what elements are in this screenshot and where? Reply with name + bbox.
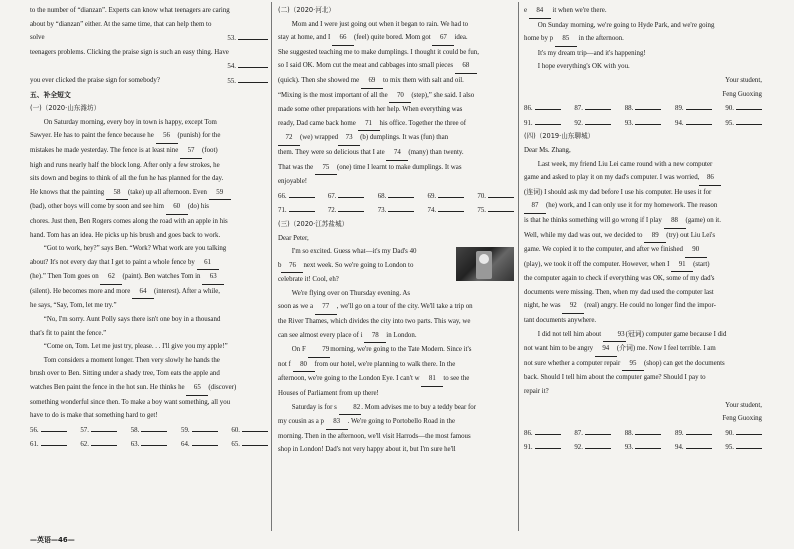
paragraph-line: I did not tell him about 93(冠词) computer game because I did xyxy=(524,328,762,343)
passage-header: (一)（2020·山东潍坊） xyxy=(30,104,101,113)
blank-90[interactable]: 90 xyxy=(685,243,707,258)
blank-83[interactable]: 83 xyxy=(326,415,348,430)
answer-blank[interactable] xyxy=(736,426,762,435)
answer-row: 91. 92. 93. 94. 95. xyxy=(524,440,762,455)
answer-blank[interactable] xyxy=(91,423,117,432)
answer-blank[interactable] xyxy=(238,31,268,40)
paragraph-line: Saturday is for s 82. Mom advises me to buy a teddy bear for xyxy=(278,401,514,416)
answer-blank[interactable] xyxy=(535,440,561,449)
blank-77[interactable]: 77 xyxy=(315,300,337,315)
paragraph-line: back. Should I tell him about the computer game? Should I pay to xyxy=(524,374,706,382)
answer-blank[interactable] xyxy=(585,440,611,449)
paragraph-line: have to do is make that something hard to get! xyxy=(30,412,158,420)
paragraph-line: repair it? xyxy=(524,388,549,396)
paragraph-line: “Come on, Tom. Let me just try, please. . . I'll give you my apple!” xyxy=(43,343,228,351)
answer-blank[interactable] xyxy=(635,116,661,125)
paragraph-line: that's fit to paint the fence.” xyxy=(30,329,107,337)
blank-58[interactable]: 58 xyxy=(106,186,128,201)
blank-88[interactable]: 88 xyxy=(664,214,686,229)
answer-blank[interactable] xyxy=(736,440,762,449)
text-line: teenagers problems. Clicking the praise sign is such an easy thing. Have xyxy=(30,48,229,56)
blank-60[interactable]: 60 xyxy=(166,200,188,215)
answer-blank[interactable] xyxy=(41,423,67,432)
paragraph-line: celebrate it! Cool, eh? xyxy=(278,276,339,284)
paragraph-line: not f 80 from our hotel, we're planning to walk there. In the xyxy=(278,358,514,373)
answer-blank[interactable] xyxy=(535,101,561,110)
blank-79[interactable]: 79 xyxy=(308,343,331,358)
blank-63[interactable]: 63 xyxy=(202,270,224,285)
answer-blank[interactable] xyxy=(635,101,661,110)
blank-59[interactable]: 59 xyxy=(209,186,231,201)
blank-72[interactable]: 72 xyxy=(278,131,300,146)
paragraph-line: Well, while my dad was out, we decided to 89 (try) out Liu Lei's xyxy=(524,229,762,244)
answer-row: 91. 92. 93. 94. 95. xyxy=(524,116,762,131)
blank-95[interactable]: 95 xyxy=(622,357,644,372)
question-53: solve 53. xyxy=(30,31,268,46)
blank-64[interactable]: 64 xyxy=(132,285,154,300)
paragraph-line: sits down and begins to think of all the fun he has planned for the day. xyxy=(30,175,224,183)
blank-80[interactable]: 80 xyxy=(293,358,315,373)
passage-header: (四)（2019·山东聊城） xyxy=(524,132,595,141)
column-middle xyxy=(278,4,514,535)
paragraph-line: b 76 next week. So we're going to London to xyxy=(278,259,514,274)
paragraph-line: That was the 75 (one) time I learnt to make dumplings. It was xyxy=(278,161,514,176)
answer-blank[interactable] xyxy=(736,116,762,125)
paragraph-line: Tom considers a moment longer. Then very slowly he hands the xyxy=(43,356,220,364)
answer-blank[interactable] xyxy=(585,101,611,110)
blank-73[interactable]: 73 xyxy=(338,131,360,146)
letter-greeting: Dear Peter, xyxy=(278,234,309,242)
blank-70[interactable]: 70 xyxy=(389,89,411,104)
blank-57[interactable]: 57 xyxy=(180,144,202,159)
paragraph-line: Sawyer. He has to paint the fence because he 56 (punish) for the xyxy=(30,129,268,144)
answer-blank[interactable] xyxy=(192,423,218,432)
answer-blank[interactable] xyxy=(686,116,712,125)
blank-81[interactable]: 81 xyxy=(421,372,443,387)
paragraph-line: e 84 it when we're there. xyxy=(524,4,762,19)
answer-blank[interactable] xyxy=(289,189,315,198)
paragraph-line: “No, I'm sorry. Aunt Polly says there isn't one boy in a thousand xyxy=(43,316,221,324)
question-54: 54. xyxy=(30,59,268,74)
paragraph-line: hand. Tom has an idea. He picks up his brush and goes back to work. xyxy=(30,231,221,239)
blank-84[interactable]: 84 xyxy=(529,4,551,19)
blank-68[interactable]: 68 xyxy=(455,59,477,74)
paragraph-line: (silent). He becomes more and more 64 (interest). After a while, xyxy=(30,285,268,300)
paragraph-line: We're flying over on Thursday evening. As xyxy=(291,289,411,297)
blank-62[interactable]: 62 xyxy=(100,270,122,285)
paragraph-line: (连词) I should ask my dad before I use his computer. He uses it for xyxy=(524,188,712,196)
answer-blank[interactable] xyxy=(238,59,268,68)
blank-76[interactable]: 76 xyxy=(281,259,303,274)
answer-blank[interactable] xyxy=(686,426,712,435)
column-right xyxy=(524,4,762,535)
paragraph-line: (bad), other boys will come by soon and see him 60 (do) his xyxy=(30,200,268,215)
blank-86[interactable]: 86 xyxy=(699,171,721,186)
answer-blank[interactable] xyxy=(238,74,268,83)
answer-blank[interactable] xyxy=(91,437,117,446)
answer-blank[interactable] xyxy=(438,189,464,198)
paragraph-line: mistakes he made yesterday. The fence is at least nine 57 (foot) xyxy=(30,144,268,159)
answer-blank[interactable] xyxy=(585,426,611,435)
paragraph-line: (quick). Then she showed me 69 to mix them with salt and oil. xyxy=(278,74,514,89)
paragraph-line: high and runs nearly half the block long. After only a few strokes, he xyxy=(30,161,220,169)
paragraph-line: not sure whether a computer repair 95 (shop) can get the documents xyxy=(524,357,762,372)
answer-blank[interactable] xyxy=(535,426,561,435)
paragraph-line: 72 (we) wrapped 73 (b) dumplings. It was (fun) than xyxy=(278,131,514,146)
answer-blank[interactable] xyxy=(686,101,712,110)
paragraph-line: She suggested teaching me to make dumplings. I thought it could be fun, xyxy=(278,48,479,56)
paragraph-line: my cousin as a p 83 . We're going to Portobello Road in the xyxy=(278,415,514,430)
column-left xyxy=(30,4,268,535)
answer-row: 71. 72. 73. 74. 75. xyxy=(278,203,514,218)
blank-65[interactable]: 65 xyxy=(186,381,208,396)
blank-75[interactable]: 75 xyxy=(315,161,337,176)
paragraph-line: about? It's not every day that I get to paint a whole fence by 61 xyxy=(30,256,268,271)
paragraph-line: the River Thames, which divides the city into two parts. This way, we xyxy=(278,318,471,326)
answer-blank[interactable] xyxy=(736,101,762,110)
blank-66[interactable]: 66 xyxy=(332,31,354,46)
answer-row: 61. 62. 63. 64. 65. xyxy=(30,437,268,452)
paragraph-line: so I said OK. Mom cut the meat and cabbages into small pieces 68 xyxy=(278,59,514,74)
page-footer: —英语—46— xyxy=(30,536,75,544)
paragraph-line: something wonderful since then. To make a boy want something, all you xyxy=(30,398,231,406)
blank-91[interactable]: 91 xyxy=(671,258,693,273)
answer-blank[interactable] xyxy=(686,440,712,449)
blank-93[interactable]: 93 xyxy=(603,328,626,343)
paragraph-line: stay at home, and I 66 (feel) quite bored. Mom got 67 idea. xyxy=(278,31,514,46)
paragraph-line: shop in London! Dad's not very happy about it, but I'm sure he'll xyxy=(278,446,456,454)
answer-blank[interactable] xyxy=(635,426,661,435)
paragraph-line: watches Ben paint the fence in the hot sun. He thinks he 65 (discover) xyxy=(30,381,268,396)
passage-header: (二)（2020·河北） xyxy=(278,6,335,14)
paragraph-line: I hope everything's OK with you. xyxy=(537,63,630,71)
answer-blank[interactable] xyxy=(242,423,268,432)
paragraph-line: game and asked to play it on my dad's computer. I was worried, 86 xyxy=(524,171,762,186)
blank-87[interactable]: 87 xyxy=(524,199,546,214)
answer-blank[interactable] xyxy=(41,437,67,446)
answer-blank[interactable] xyxy=(535,116,561,125)
column-divider xyxy=(271,2,272,531)
paragraph-line: documents were missing. Then, when my dad used the computer last xyxy=(524,288,714,296)
blank-61[interactable]: 61 xyxy=(197,256,219,271)
paragraph-line: “Got to work, hey?” says Ben. “Work? What work are you talking xyxy=(43,245,227,253)
paragraph-line: the computer again to check if everything was OK, some of my dad's xyxy=(524,275,715,283)
blank-69[interactable]: 69 xyxy=(361,74,383,89)
paragraph-line: He knows that the painting 58 (take) up all afternoon. Even 59 xyxy=(30,186,268,201)
section-title: 五、补全短文 xyxy=(30,90,71,99)
letter-signature: Feng Guoxing xyxy=(722,415,762,423)
paragraph-line: them. They were so delicious that I ate 74 (many) than twenty. xyxy=(278,146,514,161)
answer-blank[interactable] xyxy=(289,203,315,212)
paragraph: On Saturday morning, every boy in town is happy, except Tom xyxy=(43,118,217,126)
answer-blank[interactable] xyxy=(388,203,414,212)
paragraph-line: tant documents anywhere. xyxy=(524,317,597,325)
blank-94[interactable]: 94 xyxy=(595,342,617,357)
paragraph-line: made some other preparations with her help. When everything was xyxy=(278,106,463,114)
paragraph-line: Houses of Parliament from up there! xyxy=(278,390,379,398)
paragraph-line: “Mixing is the most important of all the 70 (step),” she said. I also xyxy=(278,89,514,104)
answer-row: 86. 87. 88. 89. 90. xyxy=(524,426,762,441)
answer-blank[interactable] xyxy=(488,203,514,212)
letter-greeting: Dear Ms. Zhang, xyxy=(524,146,571,154)
answer-blank[interactable] xyxy=(141,437,167,446)
big-ben-photo xyxy=(456,247,514,281)
paragraph-line: he says, “Say, Tom, let me try.” xyxy=(30,302,117,310)
blank-74[interactable]: 74 xyxy=(386,146,408,161)
answer-blank[interactable] xyxy=(242,437,268,446)
answer-blank[interactable] xyxy=(635,440,661,449)
answer-blank[interactable] xyxy=(488,189,514,198)
answer-blank[interactable] xyxy=(338,189,364,198)
answer-row: 66. 67. 68. 69. 70. xyxy=(278,189,514,204)
paragraph-line: enjoyable! xyxy=(278,178,308,186)
paragraph-line: night, he was 92 (real) angry. He could no longer find the impor- xyxy=(524,299,762,314)
blank-67[interactable]: 67 xyxy=(432,31,454,46)
blank-89[interactable]: 89 xyxy=(644,229,666,244)
column-divider xyxy=(518,2,519,531)
paragraph-line: (play), we took it off the computer. However, when I 91 (start) xyxy=(524,258,762,273)
paragraph-line: chores. Just then, Ben Rogers comes along the road with an apple in his xyxy=(30,217,228,225)
paragraph-line: can see almost every place of i 78 in London. xyxy=(278,329,514,344)
blank-78[interactable]: 78 xyxy=(364,329,386,344)
paragraph-line: brush over to Ben. Sitting under a shady tree, Tom eats the apple and xyxy=(30,370,220,378)
answer-blank[interactable] xyxy=(388,189,414,198)
paragraph-line: morning. Then in the afternoon, we'll visit Harrods—the most famous xyxy=(278,432,471,440)
letter-closing: Your student, xyxy=(725,76,762,84)
paragraph-line: afternoon, we're going to the London Eye. I can't w 81 to see the xyxy=(278,372,514,387)
paragraph-line: Mom and I were just going out when it began to rain. We had to xyxy=(291,20,469,28)
paragraph-line: is that he thinks something will go wrong if I play 88 (game) on it. xyxy=(524,214,762,229)
question-55: you ever clicked the praise sign for somebody? 55. xyxy=(30,74,268,89)
paragraph-line: 87 (he) work, and I can only use it for my homework. The reason xyxy=(524,199,762,214)
answer-blank[interactable] xyxy=(585,116,611,125)
paragraph-line: soon as we a 77 , we'll go on a tour of the city. We'll take a trip on xyxy=(278,300,514,315)
letter-closing: Your student, xyxy=(725,401,762,409)
blank-56[interactable]: 56 xyxy=(156,129,178,144)
answer-blank[interactable] xyxy=(141,423,167,432)
answer-blank[interactable] xyxy=(192,437,218,446)
answer-blank[interactable] xyxy=(338,203,364,212)
paragraph-line: I'm so excited. Guess what—it's my Dad's 40 xyxy=(291,248,417,256)
blank-92[interactable]: 92 xyxy=(562,299,584,314)
paragraph-line: ready, Dad came back home 71 his office. Together the three of xyxy=(278,117,514,132)
paragraph-line: On Sunday morning, we're going to Hyde Park, and we're going xyxy=(537,21,715,29)
blank-85[interactable]: 85 xyxy=(555,32,577,47)
paragraph-line: It's my dream trip—and it's happening! xyxy=(537,49,646,57)
blank-82[interactable]: 82 xyxy=(339,401,362,416)
answer-row: 86. 87. 88. 89. 90. xyxy=(524,101,762,116)
paragraph-line: (he).” Then Tom goes on 62 (paint). Ben watches Tom in 63 xyxy=(30,270,268,285)
paragraph-line: home by p 85 in the afternoon. xyxy=(524,32,762,47)
answer-row: 56. 57. 58. 59. 60. xyxy=(30,423,268,438)
text-line: to the number of “dianzan”. Experts can know what teenagers are caring xyxy=(30,7,230,14)
paragraph-line: not want him to be angry 94 (介词) me. Now I feel terrible. I am xyxy=(524,342,762,357)
paragraph-line: Last week, my friend Liu Lei came round with a new computer xyxy=(537,160,713,168)
letter-signature: Feng Guoxing xyxy=(722,90,762,98)
blank-71[interactable]: 71 xyxy=(358,117,380,132)
text-line: about by “dianzan” either. At the same time, that can help them to xyxy=(30,20,212,28)
answer-blank[interactable] xyxy=(438,203,464,212)
paragraph-line: game. We copied it to the computer, and after we finished 90 xyxy=(524,243,762,258)
passage-header: (三)（2020·江苏盐城） xyxy=(278,219,349,228)
paragraph-line: On F 79morning, we're going to the Tate Modern. Since it's xyxy=(278,343,514,358)
